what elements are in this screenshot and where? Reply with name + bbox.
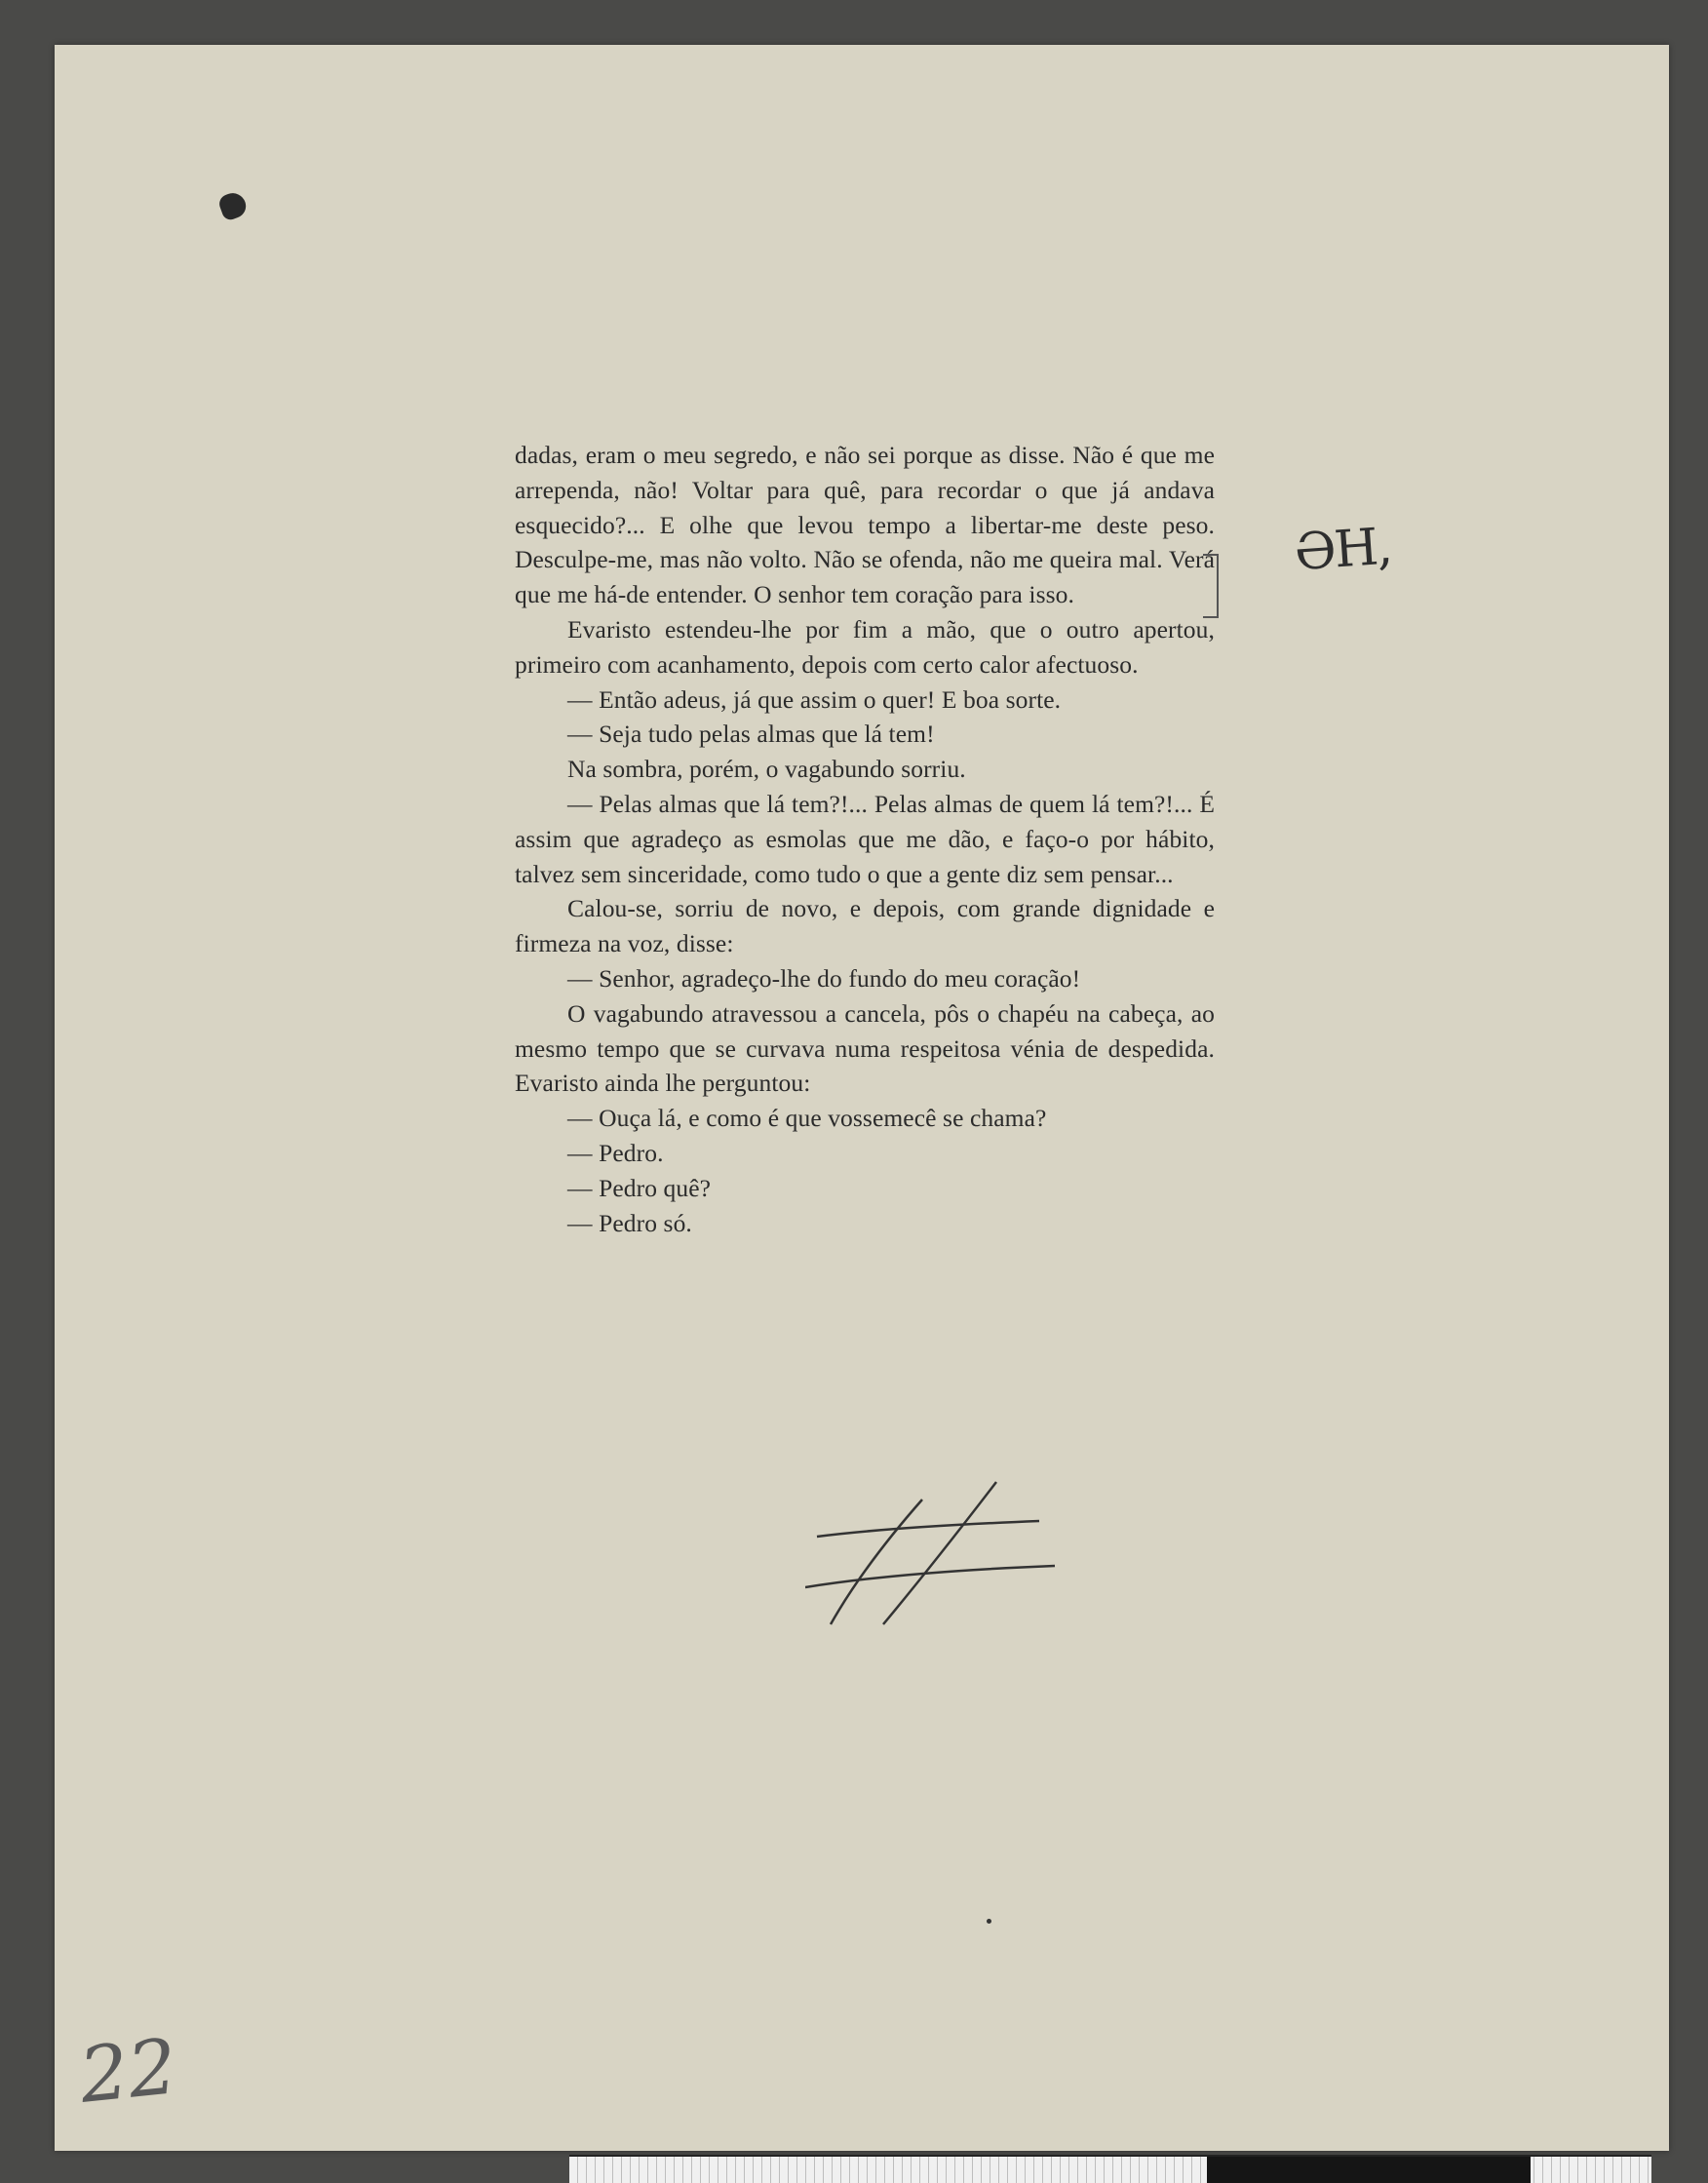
paragraph: dadas, eram o meu segredo, e não sei porque as disse. Não é que me arrependa, não! Voltar para quê, para recordar o que já andava esquecido?... E olhe que levou tempo a libertar-me deste peso. Desculpe-me, mas não volto. Não se ofenda, não me queira mal. Verá que me há-de entender. O senhor tem coração para isso.: [515, 441, 1215, 609]
punch-hole: [216, 189, 249, 221]
margin-annotation: ƏH,: [1293, 517, 1393, 583]
paragraph: Evaristo estendeu-lhe por fim a mão, que o outro apertou, primeiro com acanhamento, depois com certo calor afectuoso.: [515, 614, 1215, 679]
ink-dot: [987, 1919, 991, 1924]
paragraph: — Senhor, agradeço-lhe do fundo do meu coração!: [567, 963, 1081, 993]
paragraph: — Pelas almas que lá tem?!... Pelas almas de quem lá tem?!... É assim que agradeço as esmolas que me dão, e faço-o por hábito, talvez sem sinceridade, como tudo o que a gente diz sem pensar...: [515, 789, 1215, 888]
paragraph: Na sombra, porém, o vagabundo sorriu.: [567, 755, 966, 784]
scale-ruler: [569, 2155, 1651, 2183]
paragraph: — Então adeus, já que assim o quer! E boa sorte.: [567, 684, 1062, 714]
paragraph: Calou-se, sorriu de novo, e depois, com grande dignidade e firmeza na voz, disse:: [515, 894, 1215, 958]
document-page: [55, 45, 1669, 2151]
page-number: 22: [75, 2023, 181, 2121]
end-mark-hash: [805, 1478, 1059, 1634]
paragraph: — Pedro só.: [567, 1208, 692, 1237]
paragraph: — Pedro quê?: [567, 1173, 712, 1202]
paragraph: O vagabundo atravessou a cancela, pôs o chapéu na cabeça, ao mesmo tempo que se curvava numa respeitosa vénia de despedida. Evaristo ainda lhe perguntou:: [515, 998, 1215, 1098]
paragraph: — Seja tudo pelas almas que lá tem!: [567, 720, 935, 749]
ruler-dark-segment: [1207, 2157, 1531, 2183]
proof-bracket-mark: [1203, 554, 1219, 618]
paragraph: — Ouça lá, e como é que vossemecê se chama?: [567, 1104, 1047, 1133]
body-text: [515, 438, 1215, 1240]
paragraph: — Pedro.: [567, 1138, 664, 1167]
